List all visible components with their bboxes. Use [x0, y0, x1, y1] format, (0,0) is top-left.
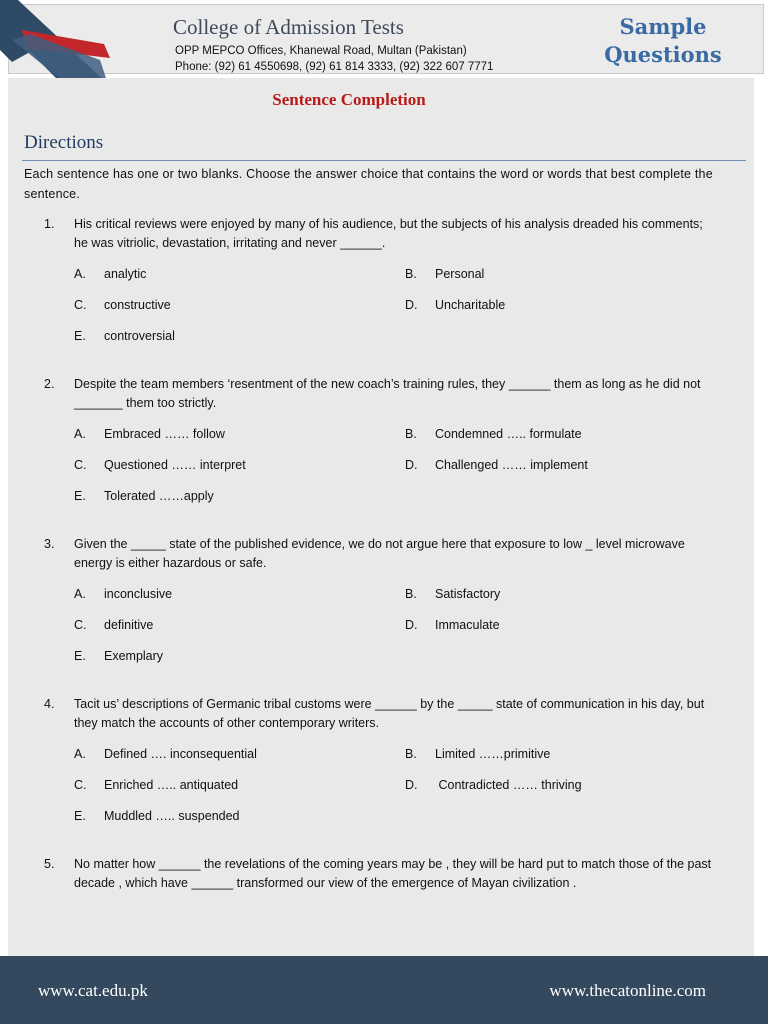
option-text: Embraced …… follow	[104, 427, 225, 441]
option-letter: B.	[405, 427, 417, 441]
option-c[interactable]	[74, 777, 238, 793]
option-letter: E.	[74, 489, 86, 503]
heading-divider	[22, 160, 746, 161]
option-letter: A.	[74, 267, 86, 281]
option-text: controversial	[104, 329, 175, 343]
option-letter: E.	[74, 329, 86, 343]
option-text: Limited ……primitive	[435, 747, 551, 761]
option-text: Satisfactory	[435, 587, 501, 601]
option-text: constructive	[104, 298, 171, 312]
page-header	[8, 4, 764, 74]
section-title-wrap	[0, 90, 768, 110]
option-text: Questioned …… interpret	[104, 458, 246, 472]
option-d[interactable]	[405, 777, 582, 793]
directions-heading: Directions	[24, 132, 104, 153]
option-letter: E.	[74, 809, 86, 823]
question-text: Given the _____ state of the published evidence, we do not argue here that exposure to low _ level microwave energy is either hazardous or safe.	[74, 537, 685, 570]
option-e[interactable]	[74, 328, 175, 344]
badge-line-1: Sample	[619, 14, 707, 39]
option-text: Muddled ….. suspended	[104, 809, 240, 823]
question-number: 5.	[44, 857, 55, 871]
option-text: Defined …. inconsequential	[104, 747, 257, 761]
option-e[interactable]	[74, 648, 163, 664]
option-b[interactable]	[405, 746, 550, 762]
option-d[interactable]	[405, 457, 588, 473]
option-letter: A.	[74, 587, 86, 601]
option-letter: D.	[405, 298, 418, 312]
option-letter: B.	[405, 747, 417, 761]
question-text: His critical reviews were enjoyed by many of his audience, but the subjects of his analysis dreaded his comments; he was vitriolic, devastation, irritating and never ______.	[74, 217, 703, 250]
footer-link-cat[interactable]: www.cat.edu.pk	[38, 981, 148, 1000]
option-text: Condemned ….. formulate	[435, 427, 582, 441]
option-letter: D.	[405, 618, 418, 632]
question-number: 4.	[44, 697, 55, 711]
footer-link-catonline[interactable]: www.thecatonline.com	[549, 981, 706, 1000]
question-number: 3.	[44, 537, 55, 551]
address-line: OPP MEPCO Offices, Khanewal Road, Multan (Pakistan)	[175, 45, 467, 57]
question-text: No matter how ______ the revelations of the coming years may be , they will be hard put to match those of the past decade , which have ______ transformed our view of the emergence of Mayan civilization .	[74, 857, 712, 890]
option-letter: A.	[74, 427, 86, 441]
option-letter: C.	[74, 298, 87, 312]
option-b[interactable]	[405, 266, 484, 282]
phone-line: Phone: (92) 61 4550698, (92) 61 814 3333, (92) 322 607 7771	[175, 61, 494, 73]
option-letter: B.	[405, 267, 417, 281]
option-d[interactable]	[405, 297, 505, 313]
page-footer	[0, 956, 768, 1024]
option-a[interactable]	[74, 426, 225, 442]
option-text: Tolerated ……apply	[104, 489, 214, 503]
option-text: Enriched ….. antiquated	[104, 778, 239, 792]
option-c[interactable]	[74, 457, 246, 473]
option-e[interactable]	[74, 488, 214, 504]
option-e[interactable]	[74, 808, 240, 824]
question-number: 2.	[44, 377, 55, 391]
option-text: definitive	[104, 618, 154, 632]
option-b[interactable]	[405, 426, 582, 442]
option-letter: D.	[405, 458, 418, 472]
option-text: Immaculate	[435, 618, 500, 632]
section-title: Sentence Completion	[272, 90, 426, 109]
option-text: Challenged …… implement	[435, 458, 588, 472]
option-c[interactable]	[74, 297, 171, 313]
option-b[interactable]	[405, 586, 500, 602]
option-c[interactable]	[74, 617, 153, 633]
option-text: Exemplary	[104, 649, 164, 663]
option-letter: A.	[74, 747, 86, 761]
option-letter: B.	[405, 587, 417, 601]
option-letter: C.	[74, 618, 87, 632]
option-text: analytic	[104, 267, 147, 281]
option-a[interactable]	[74, 746, 257, 762]
question-text: Despite the team members ‘resentment of the new coach’s training rules, they ______ them as long as he did not _______ them too strictly.	[74, 377, 701, 410]
option-text: Contradicted …… thriving	[435, 778, 582, 792]
contact-block	[175, 43, 493, 75]
option-d[interactable]	[405, 617, 500, 633]
content-area	[8, 78, 754, 956]
option-text: Uncharitable	[435, 298, 506, 312]
option-letter: C.	[74, 458, 87, 472]
question-text: Tacit us’ descriptions of Germanic tribal customs were ______ by the _____ state of communication in his day, but they match the accounts of other contemporary writers.	[74, 697, 705, 730]
option-letter: D.	[405, 778, 418, 792]
option-a[interactable]	[74, 586, 172, 602]
option-letter: C.	[74, 778, 87, 792]
option-text: Personal	[435, 267, 485, 281]
option-letter: E.	[74, 649, 86, 663]
directions-text: Each sentence has one or two blanks. Choose the answer choice that contains the word or words that best complete the sentence.	[24, 167, 713, 201]
option-text: inconclusive	[104, 587, 173, 601]
badge-line-2: Questions	[604, 42, 722, 67]
sample-questions-badge	[593, 13, 733, 69]
question-number: 1.	[44, 217, 55, 231]
college-title: College of Admission Tests	[173, 15, 404, 39]
option-a[interactable]	[74, 266, 146, 282]
